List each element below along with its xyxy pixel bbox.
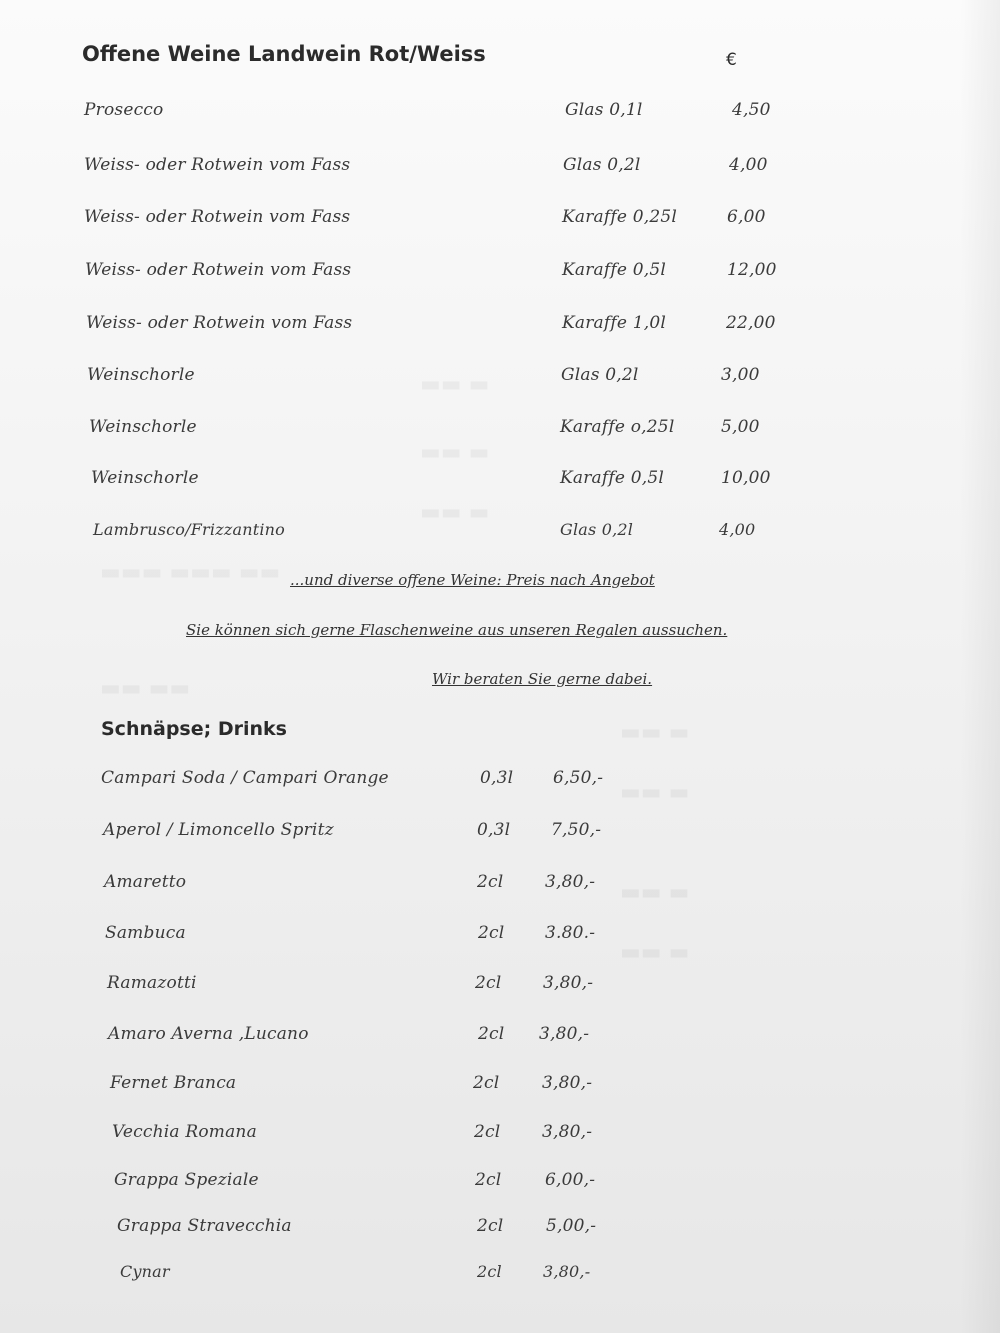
bleed-through-mark [620,780,689,805]
item-price: 3,80,- [543,973,594,993]
item-name: Weinschorle [87,365,195,385]
drinks-section-title: Schnäpse; Drinks [101,718,287,740]
item-size: 2cl [475,1170,502,1190]
item-price: 5,00 [721,417,760,437]
item-price: 10,00 [721,468,771,488]
item-size: Karaffe 1,0l [562,313,667,333]
item-price: 22,00 [726,313,776,333]
item-size: 2cl [478,1024,505,1044]
item-name: Weiss- oder Rotwein vom Fass [86,313,353,333]
item-size: Karaffe 0,5l [562,260,667,280]
item-price: 6,00 [727,207,766,227]
item-name: Lambrusco/Frizzantino [93,520,285,539]
bleed-through-mark [420,440,489,465]
item-size: 2cl [475,973,502,993]
item-size: 2cl [474,1122,501,1142]
bleed-through-mark [620,720,689,745]
item-name: Ramazotti [107,973,197,993]
item-name: Grappa Stravecchia [117,1216,292,1236]
item-name: Sambuca [105,923,186,943]
item-size: Glas 0,1l [565,100,643,120]
item-price: 6,50,- [553,768,604,788]
item-name: Weinschorle [91,468,199,488]
currency-symbol: € [726,50,737,70]
item-size: Karaffe 0,25l [562,207,678,227]
bleed-through-mark [620,940,689,965]
item-name: Campari Soda / Campari Orange [101,768,389,788]
item-name: Amaro Averna ,Lucano [108,1024,309,1044]
note-advice: Wir beraten Sie gerne dabei. [432,670,653,688]
item-price: 12,00 [727,260,777,280]
item-price: 4,00 [729,155,768,175]
item-size: 2cl [478,923,505,943]
item-price: 3.80.- [545,923,596,943]
item-size: Karaffe o,25l [560,417,675,437]
item-price: 6,00,- [545,1170,596,1190]
item-size: 2cl [473,1073,500,1093]
item-name: Fernet Branca [110,1073,237,1093]
page-shadow [960,0,1000,1333]
item-name: Cynar [120,1262,170,1281]
bleed-through-mark [620,880,689,905]
item-price: 3,80,- [539,1024,590,1044]
item-size: 0,3l [480,768,514,788]
item-name: Grappa Speziale [114,1170,259,1190]
item-name: Prosecco [84,100,164,120]
item-name: Weiss- oder Rotwein vom Fass [84,207,351,227]
item-size: 0,3l [477,820,511,840]
bleed-through-mark [420,372,489,397]
item-price: 3,80,- [542,1073,593,1093]
item-price: 4,50 [732,100,771,120]
bleed-through-mark [100,676,190,701]
item-price: 3,80,- [545,872,596,892]
item-price: 4,00 [719,520,756,539]
item-price: 3,80,- [542,1122,593,1142]
wine-section-title: Offene Weine Landwein Rot/Weiss [82,42,486,66]
item-size: 2cl [477,1262,502,1281]
bleed-through-mark [420,500,489,525]
item-name: Amaretto [104,872,187,892]
item-price: 7,50,- [551,820,602,840]
item-name: Weinschorle [89,417,197,437]
item-size: 2cl [477,1216,504,1236]
bleed-through-mark [100,560,280,585]
item-price: 5,00,- [546,1216,597,1236]
item-price: 3,80,- [543,1262,591,1281]
note-open-wines: ...und diverse offene Weine: Preis nach Angebot [290,571,655,589]
item-price: 3,00 [721,365,760,385]
item-size: Glas 0,2l [560,520,634,539]
item-size: 2cl [477,872,504,892]
item-size: Karaffe 0,5l [560,468,665,488]
item-name: Aperol / Limoncello Spritz [103,820,334,840]
item-size: Glas 0,2l [563,155,641,175]
note-bottled-wines: Sie können sich gerne Flaschenweine aus unseren Regalen aussuchen. [186,621,728,639]
item-size: Glas 0,2l [561,365,639,385]
item-name: Vecchia Romana [112,1122,257,1142]
item-name: Weiss- oder Rotwein vom Fass [84,155,351,175]
item-name: Weiss- oder Rotwein vom Fass [85,260,352,280]
